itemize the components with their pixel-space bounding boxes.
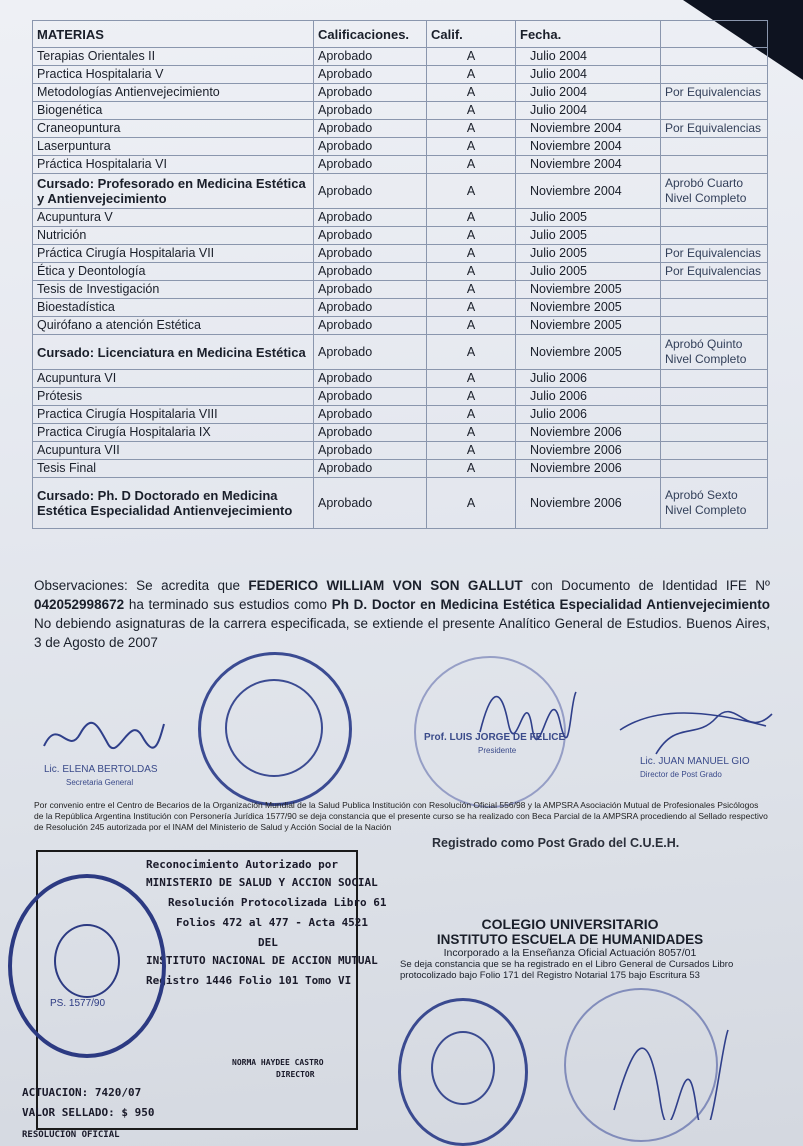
student-name: FEDERICO WILLIAM VON SON GALLUT xyxy=(248,578,523,593)
table-row-course xyxy=(33,335,768,370)
signature-left-role: Secretaria General xyxy=(66,778,134,787)
calif-cell: A xyxy=(427,335,516,370)
calif-cell: A xyxy=(427,245,516,263)
grade-cell: Aprobado xyxy=(314,478,427,529)
grade-cell: Aprobado xyxy=(314,174,427,209)
signature-bottom xyxy=(604,1010,734,1120)
registro-text: Se deja constancia que se ha registrado en el Libro General de Cursados Libro protocolizado bajo Folio 171 del Registro Notarial 175 bajo Escritura 53 xyxy=(400,959,734,981)
note-cell: Por Equivalencias xyxy=(661,263,768,281)
date-cell: Noviembre 2004 xyxy=(516,174,661,209)
note-cell: Por Equivalencias xyxy=(661,245,768,263)
grade-cell: Aprobado xyxy=(314,138,427,156)
grade-cell: Aprobado xyxy=(314,84,427,102)
header-notes xyxy=(661,21,768,48)
date-cell: Noviembre 2004 xyxy=(516,138,661,156)
stamp-line-12: RESOLUCION OFICIAL xyxy=(22,1130,120,1140)
table-row xyxy=(33,317,768,335)
date-cell: Noviembre 2006 xyxy=(516,424,661,442)
inam-national-seal xyxy=(8,874,166,1058)
subject-cell: Prótesis xyxy=(33,388,314,406)
grade-cell: Aprobado xyxy=(314,102,427,120)
obs-text-3: ha terminado sus estudios como xyxy=(124,597,332,612)
table-row xyxy=(33,102,768,120)
table-row xyxy=(33,460,768,478)
signature-left xyxy=(38,706,168,766)
grade-cell: Aprobado xyxy=(314,245,427,263)
table-row xyxy=(33,48,768,66)
table-row xyxy=(33,138,768,156)
date-cell: Noviembre 2005 xyxy=(516,317,661,335)
date-cell: Julio 2005 xyxy=(516,263,661,281)
signature-right-name: Lic. JUAN MANUEL GIO xyxy=(640,756,750,767)
table-row xyxy=(33,406,768,424)
calif-cell: A xyxy=(427,406,516,424)
table-row xyxy=(33,209,768,227)
table-row xyxy=(33,263,768,281)
stamp-line-5: DEL xyxy=(258,936,278,949)
calif-cell: A xyxy=(427,281,516,299)
grade-cell: Aprobado xyxy=(314,388,427,406)
note-cell xyxy=(661,388,768,406)
stamp-line-1: Reconocimiento Autorizado por xyxy=(146,858,339,871)
grade-cell: Aprobado xyxy=(314,120,427,138)
grade-cell: Aprobado xyxy=(314,156,427,174)
note-cell xyxy=(661,102,768,120)
grade-cell: Aprobado xyxy=(314,335,427,370)
incorporado-text: Incorporado a la Enseñanza Oficial Actuación 8057/01 xyxy=(443,947,697,959)
table-row xyxy=(33,84,768,102)
subject-cell: Laserpuntura xyxy=(33,138,314,156)
stamp-line-4: Folios 472 al 477 - Acta 4521 xyxy=(176,916,369,929)
date-cell: Noviembre 2006 xyxy=(516,460,661,478)
stamp-line-10: ACTUACION: 7420/07 xyxy=(22,1086,142,1099)
note-cell: Por Equivalencias xyxy=(661,84,768,102)
calif-cell: A xyxy=(427,138,516,156)
calif-cell: A xyxy=(427,227,516,245)
table-row xyxy=(33,370,768,388)
signature-right xyxy=(616,700,776,760)
subject-cell: Práctica Cirugía Hospitalaria VII xyxy=(33,245,314,263)
subject-cell: Cursado: Ph. D Doctorado en Medicina Estética Especialidad Antienvejecimiento xyxy=(33,478,314,529)
subject-cell: Acupuntura VII xyxy=(33,442,314,460)
subject-cell: Acupuntura VI xyxy=(33,370,314,388)
calif-cell: A xyxy=(427,424,516,442)
subject-cell: Práctica Hospitalaria VI xyxy=(33,156,314,174)
colegio-title: COLEGIO UNIVERSITARIO xyxy=(481,916,659,932)
date-cell: Noviembre 2005 xyxy=(516,335,661,370)
grade-cell: Aprobado xyxy=(314,299,427,317)
table-row xyxy=(33,66,768,84)
date-cell: Julio 2004 xyxy=(516,48,661,66)
note-cell xyxy=(661,317,768,335)
date-cell: Noviembre 2004 xyxy=(516,156,661,174)
grade-cell: Aprobado xyxy=(314,281,427,299)
calif-cell: A xyxy=(427,48,516,66)
grade-cell: Aprobado xyxy=(314,227,427,245)
note-cell xyxy=(661,281,768,299)
calif-cell: A xyxy=(427,370,516,388)
calif-cell: A xyxy=(427,388,516,406)
subject-cell: Tesis de Investigación xyxy=(33,281,314,299)
obs-text-4: No debiendo asignaturas de la carrera especificada, se extiende el presente Analítico General de Estudios. Buenos Aires, 3 de Agosto de 2007 xyxy=(34,616,770,650)
note-cell xyxy=(661,48,768,66)
signature-left-name: Lic. ELENA BERTOLDAS xyxy=(44,764,158,775)
calif-cell: A xyxy=(427,102,516,120)
grade-cell: Aprobado xyxy=(314,209,427,227)
subject-cell: Quirófano a atención Estética xyxy=(33,317,314,335)
grades-table-body xyxy=(33,48,768,529)
calif-cell: A xyxy=(427,442,516,460)
stamp-line-3: Resolución Protocolizada Libro 61 xyxy=(168,896,387,909)
posgrado-registration: Registrado como Post Grado del C.U.E.H. xyxy=(432,836,680,850)
subject-cell: Tesis Final xyxy=(33,460,314,478)
table-row xyxy=(33,299,768,317)
subject-cell: Metodologías Antienvejecimiento xyxy=(33,84,314,102)
header-materias: MATERIAS xyxy=(33,21,314,48)
calif-cell: A xyxy=(427,263,516,281)
note-cell xyxy=(661,227,768,245)
date-cell: Noviembre 2005 xyxy=(516,281,661,299)
date-cell: Julio 2004 xyxy=(516,102,661,120)
table-row-course xyxy=(33,174,768,209)
subject-cell: Bioestadística xyxy=(33,299,314,317)
table-header-row xyxy=(33,21,768,48)
subject-cell: Terapias Orientales II xyxy=(33,48,314,66)
grade-cell: Aprobado xyxy=(314,424,427,442)
note-cell xyxy=(661,406,768,424)
calif-cell: A xyxy=(427,209,516,227)
note-cell: Por Equivalencias xyxy=(661,120,768,138)
note-cell xyxy=(661,156,768,174)
subject-cell: Ética y Deontología xyxy=(33,263,314,281)
observaciones-paragraph xyxy=(34,576,770,652)
stamp-line-2: MINISTERIO DE SALUD Y ACCION SOCIAL xyxy=(146,876,378,889)
grade-cell: Aprobado xyxy=(314,406,427,424)
note-cell xyxy=(661,424,768,442)
calif-cell: A xyxy=(427,156,516,174)
seal-left-text: PS. 1577/90 xyxy=(50,998,106,1009)
signature-center-name: Prof. LUIS JORGE DE FELICE xyxy=(424,732,566,743)
calif-cell: A xyxy=(427,174,516,209)
grade-cell: Aprobado xyxy=(314,460,427,478)
stamp-line-7: Registro 1446 Folio 101 Tomo VI xyxy=(146,974,352,987)
signature-right-role: Director de Post Grado xyxy=(640,770,722,779)
subject-cell: Cursado: Profesorado en Medicina Estética y Antienvejecimiento xyxy=(33,174,314,209)
table-row xyxy=(33,442,768,460)
calif-cell: A xyxy=(427,317,516,335)
calif-cell: A xyxy=(427,66,516,84)
date-cell: Noviembre 2004 xyxy=(516,120,661,138)
grade-cell: Aprobado xyxy=(314,442,427,460)
obs-text-1: Observaciones: Se acredita que xyxy=(34,578,249,593)
note-cell: Aprobó Quinto Nivel Completo xyxy=(661,335,768,370)
grade-cell: Aprobado xyxy=(314,263,427,281)
note-cell xyxy=(661,138,768,156)
subject-cell: Cursado: Licenciatura en Medicina Estética xyxy=(33,335,314,370)
calif-cell: A xyxy=(427,478,516,529)
calif-cell: A xyxy=(427,120,516,138)
grade-cell: Aprobado xyxy=(314,370,427,388)
subject-cell: Nutrición xyxy=(33,227,314,245)
table-row-course xyxy=(33,478,768,529)
centro-becarios-seal xyxy=(198,652,352,806)
date-cell: Julio 2005 xyxy=(516,245,661,263)
table-row xyxy=(33,120,768,138)
date-cell: Julio 2004 xyxy=(516,84,661,102)
table-row xyxy=(33,156,768,174)
note-cell xyxy=(661,460,768,478)
subject-cell: Practica Hospitalaria V xyxy=(33,66,314,84)
date-cell: Julio 2004 xyxy=(516,66,661,84)
stamp-line-11: VALOR SELLADO: $ 950 xyxy=(22,1106,155,1119)
signature-center-role: Presidente xyxy=(478,746,517,755)
subject-cell: Acupuntura V xyxy=(33,209,314,227)
date-cell: Julio 2006 xyxy=(516,406,661,424)
date-cell: Noviembre 2005 xyxy=(516,299,661,317)
calif-cell: A xyxy=(427,460,516,478)
calif-cell: A xyxy=(427,299,516,317)
grade-cell: Aprobado xyxy=(314,48,427,66)
note-cell xyxy=(661,442,768,460)
date-cell: Julio 2006 xyxy=(516,370,661,388)
header-calificaciones: Calificaciones. xyxy=(314,21,427,48)
table-row xyxy=(33,245,768,263)
subject-cell: Biogenética xyxy=(33,102,314,120)
stamp-line-8: NORMA HAYDEE CASTRO xyxy=(232,1058,324,1067)
table-row xyxy=(33,227,768,245)
calif-cell: A xyxy=(427,84,516,102)
grade-cell: Aprobado xyxy=(314,66,427,84)
header-calif: Calif. xyxy=(427,21,516,48)
note-cell xyxy=(661,66,768,84)
note-cell xyxy=(661,299,768,317)
table-row xyxy=(33,281,768,299)
subject-cell: Practica Cirugía Hospitalaria VIII xyxy=(33,406,314,424)
colegio-seal xyxy=(398,998,528,1146)
note-cell xyxy=(661,209,768,227)
obs-text-2: con Documento de Identidad IFE Nº xyxy=(522,578,770,593)
subject-cell: Craneopuntura xyxy=(33,120,314,138)
stamp-line-6: INSTITUTO NACIONAL DE ACCION MUTUAL xyxy=(146,954,378,967)
degree-title: Ph D. Doctor en Medicina Estética Especialidad Antienvejecimiento xyxy=(331,597,771,612)
date-cell: Noviembre 2006 xyxy=(516,442,661,460)
table-row xyxy=(33,424,768,442)
grades-table xyxy=(32,20,768,529)
grade-cell: Aprobado xyxy=(314,317,427,335)
header-fecha: Fecha. xyxy=(516,21,661,48)
note-cell xyxy=(661,370,768,388)
convenio-text: Por convenio entre el Centro de Becarios de la Organización Mundial de la Salud Publica Institución con Resolución Oficial 556/98 y la AMPSRA Asociación Mutual de Profesionales Psicólogos de la República Argentina Institución con Personería Jurídica 1577/90 se deja constancia que el presente curso se ha realizado con Beca Parcial de la AMPSRA procediendo al Sellado respectivo de Resolución 245 autorizada por el INAM del Ministerio de Salud y Acción Social de la Nación xyxy=(34,800,768,832)
date-cell: Noviembre 2006 xyxy=(516,478,661,529)
date-cell: Julio 2005 xyxy=(516,209,661,227)
colegio-block xyxy=(400,916,740,981)
table-row xyxy=(33,388,768,406)
stamp-line-9: DIRECTOR xyxy=(276,1070,315,1079)
subject-cell: Practica Cirugía Hospitalaria IX xyxy=(33,424,314,442)
instituto-title: INSTITUTO ESCUELA DE HUMANIDADES xyxy=(436,932,704,947)
document-number: 042052998672 xyxy=(34,597,125,612)
note-cell: Aprobó Cuarto Nivel Completo xyxy=(661,174,768,209)
date-cell: Julio 2005 xyxy=(516,227,661,245)
date-cell: Julio 2006 xyxy=(516,388,661,406)
note-cell: Aprobó Sexto Nivel Completo xyxy=(661,478,768,529)
